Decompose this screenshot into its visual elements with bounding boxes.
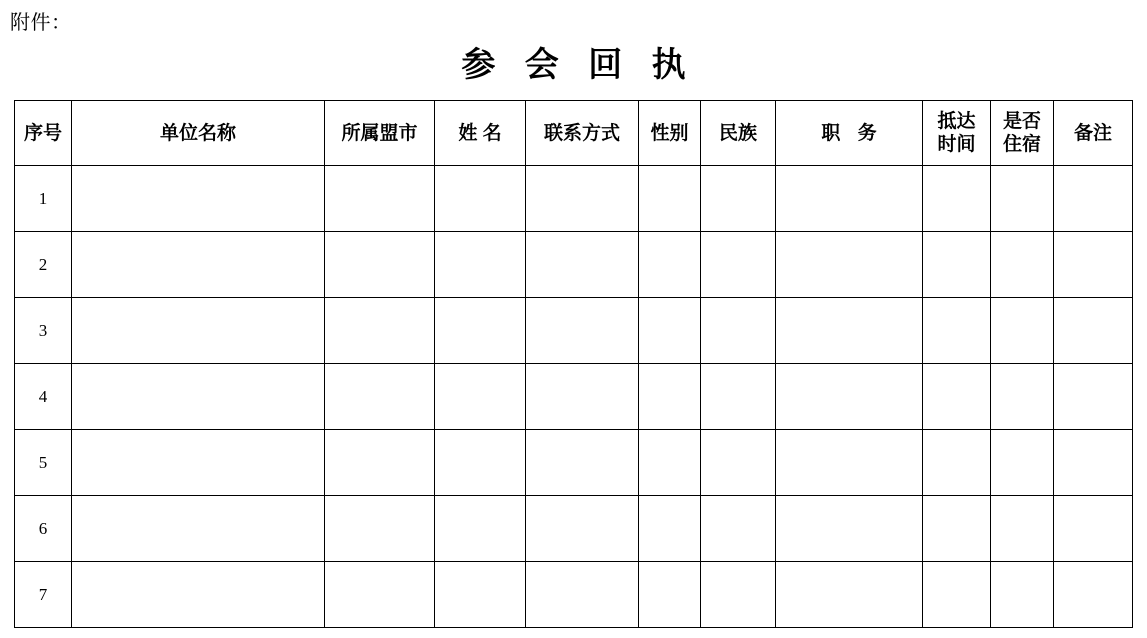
accommodation-line-2: 住宿 — [1002, 134, 1041, 155]
cell-contact[interactable] — [526, 562, 639, 628]
cell-duty[interactable] — [776, 298, 923, 364]
cell-contact[interactable] — [526, 430, 639, 496]
cell-gender[interactable] — [639, 364, 701, 430]
page-title: 参 会 回 执 — [461, 46, 696, 84]
column-header-contact: 联系方式 — [526, 101, 639, 166]
receipt-table — [14, 100, 1133, 628]
column-header-duty: 职 务 — [776, 101, 923, 166]
cell-remark[interactable] — [1054, 298, 1133, 364]
cell-accommodation[interactable] — [991, 364, 1054, 430]
cell-unit-name[interactable] — [72, 166, 325, 232]
receipt-table-container — [14, 100, 1132, 628]
cell-name[interactable] — [435, 232, 526, 298]
cell-arrival-time[interactable] — [923, 562, 991, 628]
accommodation-line-1: 是否 — [1002, 111, 1041, 132]
cell-gender[interactable] — [639, 496, 701, 562]
table-row — [15, 298, 1133, 364]
row-number-cell: 2 — [15, 232, 72, 298]
cell-duty[interactable] — [776, 166, 923, 232]
attachment-label: 附件： — [10, 12, 72, 34]
table-row — [15, 364, 1133, 430]
column-header-name: 姓 名 — [435, 101, 526, 166]
cell-accommodation[interactable] — [991, 298, 1054, 364]
cell-league-city[interactable] — [325, 496, 435, 562]
table-row — [15, 166, 1133, 232]
cell-unit-name[interactable] — [72, 364, 325, 430]
cell-gender[interactable] — [639, 298, 701, 364]
column-header-remark: 备注 — [1054, 101, 1133, 166]
cell-accommodation[interactable] — [991, 562, 1054, 628]
cell-arrival-time[interactable] — [923, 232, 991, 298]
column-header-accommodation — [991, 101, 1054, 166]
cell-duty[interactable] — [776, 364, 923, 430]
cell-contact[interactable] — [526, 364, 639, 430]
cell-gender[interactable] — [639, 562, 701, 628]
cell-ethnicity[interactable] — [701, 496, 776, 562]
cell-unit-name[interactable] — [72, 298, 325, 364]
cell-arrival-time[interactable] — [923, 166, 991, 232]
cell-unit-name[interactable] — [72, 496, 325, 562]
cell-duty[interactable] — [776, 232, 923, 298]
cell-accommodation[interactable] — [991, 232, 1054, 298]
column-header-gender: 性别 — [639, 101, 701, 166]
cell-gender[interactable] — [639, 232, 701, 298]
cell-league-city[interactable] — [325, 298, 435, 364]
cell-league-city[interactable] — [325, 364, 435, 430]
cell-contact[interactable] — [526, 232, 639, 298]
column-header-arrival-time — [923, 101, 991, 166]
cell-gender[interactable] — [639, 166, 701, 232]
cell-contact[interactable] — [526, 496, 639, 562]
cell-arrival-time[interactable] — [923, 430, 991, 496]
column-header-unit-name: 单位名称 — [72, 101, 325, 166]
row-number-cell: 4 — [15, 364, 72, 430]
arrival-time-line-1: 抵达 — [937, 111, 976, 132]
cell-unit-name[interactable] — [72, 430, 325, 496]
cell-unit-name[interactable] — [72, 232, 325, 298]
cell-league-city[interactable] — [325, 232, 435, 298]
cell-remark[interactable] — [1054, 166, 1133, 232]
cell-ethnicity[interactable] — [701, 232, 776, 298]
cell-arrival-time[interactable] — [923, 298, 991, 364]
cell-ethnicity[interactable] — [701, 562, 776, 628]
table-row — [15, 232, 1133, 298]
cell-ethnicity[interactable] — [701, 298, 776, 364]
column-header-index: 序号 — [15, 101, 72, 166]
cell-accommodation[interactable] — [991, 430, 1054, 496]
cell-remark[interactable] — [1054, 232, 1133, 298]
cell-duty[interactable] — [776, 562, 923, 628]
cell-name[interactable] — [435, 496, 526, 562]
cell-gender[interactable] — [639, 430, 701, 496]
cell-accommodation[interactable] — [991, 166, 1054, 232]
table-row — [15, 430, 1133, 496]
table-body — [15, 166, 1133, 628]
cell-ethnicity[interactable] — [701, 364, 776, 430]
cell-remark[interactable] — [1054, 562, 1133, 628]
row-number-cell: 1 — [15, 166, 72, 232]
cell-unit-name[interactable] — [72, 562, 325, 628]
cell-arrival-time[interactable] — [923, 364, 991, 430]
cell-name[interactable] — [435, 430, 526, 496]
cell-league-city[interactable] — [325, 166, 435, 232]
table-header-row — [15, 101, 1133, 166]
cell-contact[interactable] — [526, 298, 639, 364]
row-number-cell: 5 — [15, 430, 72, 496]
cell-league-city[interactable] — [325, 562, 435, 628]
cell-ethnicity[interactable] — [701, 430, 776, 496]
cell-ethnicity[interactable] — [701, 166, 776, 232]
row-number-cell: 3 — [15, 298, 72, 364]
row-number-cell: 6 — [15, 496, 72, 562]
cell-accommodation[interactable] — [991, 496, 1054, 562]
cell-remark[interactable] — [1054, 364, 1133, 430]
cell-league-city[interactable] — [325, 430, 435, 496]
cell-remark[interactable] — [1054, 430, 1133, 496]
cell-contact[interactable] — [526, 166, 639, 232]
cell-arrival-time[interactable] — [923, 496, 991, 562]
arrival-time-line-2: 时间 — [937, 134, 976, 155]
column-header-ethnicity: 民族 — [701, 101, 776, 166]
column-header-league-city: 所属盟市 — [325, 101, 435, 166]
cell-name[interactable] — [435, 298, 526, 364]
table-row — [15, 562, 1133, 628]
cell-remark[interactable] — [1054, 496, 1133, 562]
table-row — [15, 496, 1133, 562]
cell-name[interactable] — [435, 364, 526, 430]
cell-duty[interactable] — [776, 430, 923, 496]
cell-name[interactable] — [435, 166, 526, 232]
cell-duty[interactable] — [776, 496, 923, 562]
row-number-cell: 7 — [15, 562, 72, 628]
cell-name[interactable] — [435, 562, 526, 628]
